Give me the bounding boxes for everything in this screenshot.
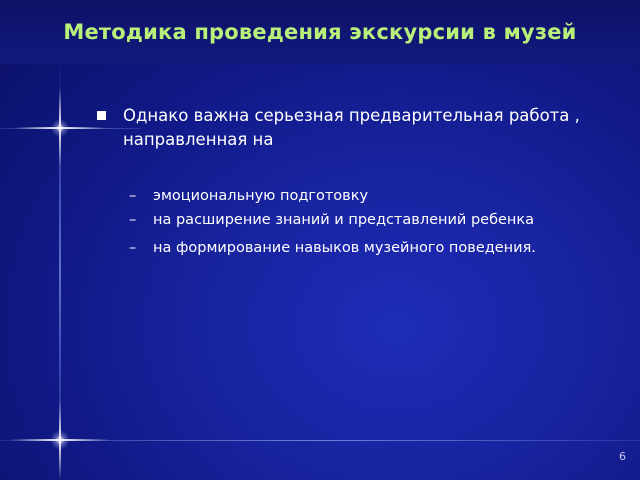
dash-bullet: – [129,240,137,256]
page-number: 6 [619,450,626,463]
sub-item-text: эмоциональную подготовку [153,188,369,204]
square-bullet-icon [97,111,106,120]
dash-bullet: – [129,212,137,228]
slide-title: Методика проведения экскурсии в музей [63,20,577,44]
dash-bullet: – [129,188,137,204]
main-bullet-text: Однако важна серьезная предварительная работа , направленная на [123,106,580,149]
sub-item-text: на расширение знаний и представлений ребенка [153,212,535,228]
sub-item-text: на формирование навыков музейного поведения. [153,240,536,256]
